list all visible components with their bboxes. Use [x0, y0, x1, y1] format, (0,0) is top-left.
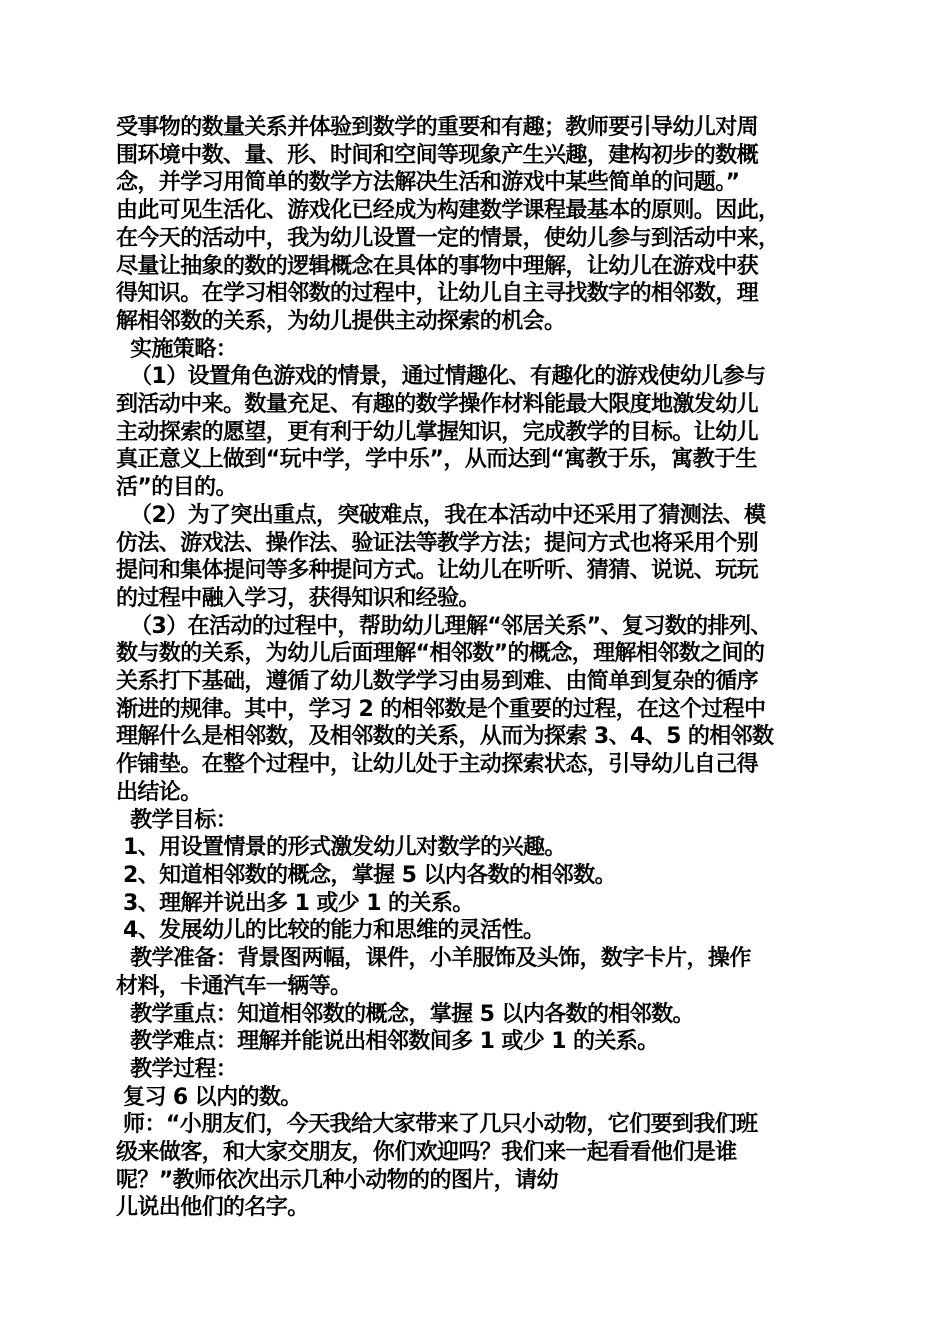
- text-line: 提问和集体提问等多种提问方式。让幼儿在听听、猜猜、说说、玩玩: [116, 558, 759, 584]
- text-line: 呢？”教师依次出示几种小动物的的图片，请幼: [116, 1167, 558, 1193]
- text-line: 到活动中来。数量充足、有趣的数学操作材料能最大限度地激发幼儿: [116, 392, 759, 418]
- text-line: 作铺垫。在整个过程中，让幼儿处于主动探索状态，引导幼儿自己得: [116, 752, 759, 778]
- text-line: 在今天的活动中，我为幼儿设置一定的情景，使幼儿参与到活动中来，: [116, 225, 780, 251]
- document-page: [116, 114, 846, 1222]
- text-line: 由此可见生活化、游戏化已经成为构建数学课程最基本的原则。因此，: [116, 198, 780, 224]
- text-line: 数与数的关系，为幼儿后面理解“相邻数”的概念，理解相邻数之间的: [116, 641, 765, 667]
- text-line: 念，并学习用简单的数学方法解决生活和游戏中某些简单的问题。”: [116, 170, 740, 196]
- text-line: 材料，卡通汽车一辆等。: [116, 973, 352, 999]
- section-heading: 教学过程：: [116, 1056, 238, 1082]
- text-line: 真正意义上做到“玩中学，学中乐”，从而达到“寓教于乐，寓教于生: [116, 447, 757, 473]
- text-line: 复习 6 以内的数。: [116, 1084, 302, 1110]
- text-line: 围环境中数、量、形、时间和空间等现象产生兴趣，建构初步的数概: [116, 142, 759, 168]
- text-line: 尽量让抽象的数的逻辑概念在具体的事物中理解，让幼儿在游戏中获: [116, 253, 759, 279]
- text-line: 教学准备：背景图两幅，课件，小羊服饰及头饰，数字卡片，操作: [116, 946, 751, 972]
- text-line: 师：“小朋友们，今天我给大家带来了几只小动物，它们要到我们班: [116, 1112, 758, 1138]
- list-item: 2、知道相邻数的概念，掌握 5 以内各数的相邻数。: [116, 862, 616, 888]
- text-line: 受事物的数量关系并体验到数学的重要和有趣；教师要引导幼儿对周: [116, 115, 759, 140]
- text-line: 教学难点：理解并能说出相邻数间多 1 或少 1 的关系。: [116, 1029, 659, 1055]
- text-line: 仿法、游戏法、操作法、验证法等教学方法；提问方式也将采用个别: [116, 530, 759, 556]
- section-heading: 教学目标：: [116, 807, 238, 833]
- text-line: 活”的目的。: [116, 475, 237, 501]
- text-line: 的过程中融入学习，获得知识和经验。: [116, 585, 480, 611]
- list-item: 4、发展幼儿的比较的能力和思维的灵活性。: [116, 918, 545, 944]
- section-heading: 实施策略：: [116, 336, 238, 362]
- text-line: 儿说出他们的名字。: [116, 1195, 309, 1221]
- text-line: 主动探索的愿望，更有利于幼儿掌握知识，完成教学的目标。让幼儿: [116, 419, 759, 445]
- text-line: （1）设置角色游戏的情景，通过情趣化、有趣化的游戏使幼儿参与: [116, 364, 766, 390]
- text-line: 理解什么是相邻数，及相邻数的关系，从而为探索 3、4、5 的相邻数: [116, 724, 774, 750]
- text-line: 关系打下基础，遵循了幼儿数学学习由易到难、由简单到复杂的循序: [116, 669, 759, 695]
- text-line: 出结论。: [116, 779, 202, 805]
- list-item: 1、用设置情景的形式激发幼儿对数学的兴趣。: [116, 835, 566, 861]
- text-line: 得知识。在学习相邻数的过程中，让幼儿自主寻找数字的相邻数，理: [116, 281, 759, 307]
- text-line: 教学重点：知道相邻数的概念，掌握 5 以内各数的相邻数。: [116, 1001, 694, 1027]
- list-item: 3、理解并说出多 1 或少 1 的关系。: [116, 890, 474, 916]
- text-line: 级来做客，和大家交朋友，你们欢迎吗？我们来一起看看他们是谁: [116, 1140, 737, 1166]
- text-line: 渐进的规律。其中，学习 2 的相邻数是个重要的过程，在这个过程中: [116, 696, 766, 722]
- text-line: 解相邻数的关系，为幼儿提供主动探索的机会。: [116, 308, 566, 334]
- text-line: （3）在活动的过程中，帮助幼儿理解“邻居关系”、复习数的排列、: [116, 613, 772, 639]
- text-line: （2）为了突出重点，突破难点，我在本活动中还采用了猜测法、模: [116, 502, 766, 528]
